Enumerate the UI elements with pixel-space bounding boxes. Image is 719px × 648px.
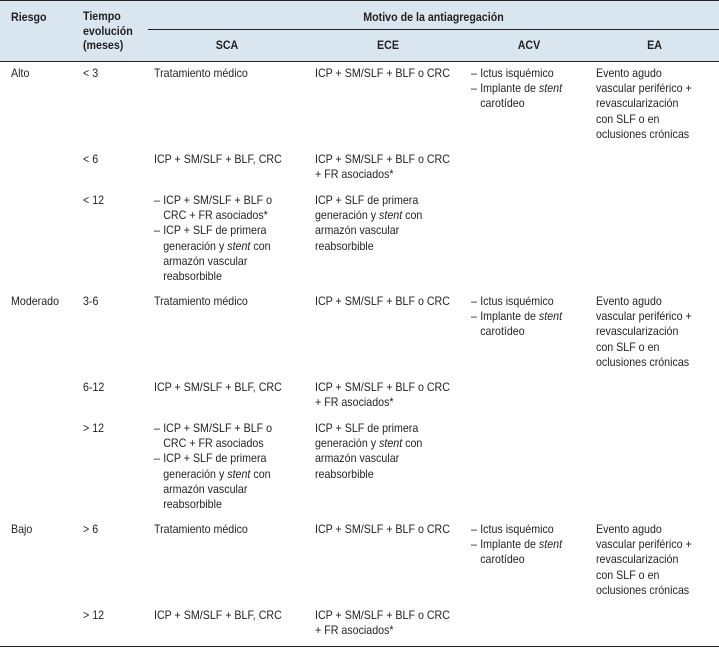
tiempo-cell: 3-6 (83, 295, 99, 308)
riesgo-cell: Bajo (11, 523, 33, 536)
acv-cell (471, 66, 562, 112)
sca-cell: ICP + SM/SLF + BLF, CRC (154, 609, 282, 622)
ea-cell: Evento agudo vascular periférico + revascularización con SLF o en oclusiones crónicas (596, 523, 692, 597)
list-item: – ICP + SLF de primera generación y stent con armazón vascular reabsorbible (154, 223, 272, 284)
riesgo-cell: Alto (11, 67, 30, 80)
tiempo-cell: > 12 (83, 422, 105, 435)
sca-cell: Tratamiento médico (154, 67, 248, 80)
list-item: – Implante de stent carotídeo (471, 309, 562, 339)
tiempo-cell: 6-12 (83, 381, 105, 394)
ece-cell: ICP + SM/SLF + BLF o CRC (315, 295, 450, 308)
list-item: – Ictus isquémico (471, 66, 562, 81)
list-item: – Ictus isquémico (471, 294, 562, 309)
list-item: – Implante de stent carotídeo (471, 81, 562, 111)
sca-cell (154, 193, 272, 284)
tiempo-cell: > 6 (83, 523, 99, 536)
sca-cell: Tratamiento médico (154, 295, 248, 308)
header-riesgo: Riesgo (11, 11, 47, 24)
acv-cell (471, 294, 562, 340)
ece-cell: ICP + SM/SLF + BLF o CRC (315, 67, 450, 80)
list-item: – ICP + SM/SLF + BLF o CRC + FR asociados (154, 421, 272, 451)
list-item: – ICP + SM/SLF + BLF o CRC + FR asociados* (154, 193, 272, 223)
tiempo-cell: < 12 (83, 194, 105, 207)
header-col-ece: ECE (377, 39, 399, 52)
ece-cell: ICP + SLF de primera generación y stent con armazón vascular reabsorbible (315, 194, 423, 253)
sca-cell: ICP + SM/SLF + BLF, CRC (154, 381, 282, 394)
list-item: – Ictus isquémico (471, 522, 562, 537)
acv-cell (471, 522, 562, 568)
list-item: – Implante de stent carotídeo (471, 537, 562, 567)
riesgo-cell: Moderado (11, 295, 60, 308)
header-bottom-rule (0, 61, 719, 62)
tiempo-cell: < 3 (83, 67, 99, 80)
sca-cell: ICP + SM/SLF + BLF, CRC (154, 153, 282, 166)
ea-cell: Evento agudo vascular periférico + revascularización con SLF o en oclusiones crónicas (596, 295, 692, 369)
ece-cell: ICP + SM/SLF + BLF o CRC + FR asociados* (315, 381, 450, 410)
header-col-ea: EA (647, 39, 662, 52)
table-bottom-rule (0, 646, 719, 647)
ea-cell: Evento agudo vascular periférico + revascularización con SLF o en oclusiones crónicas (596, 67, 692, 141)
ece-cell: ICP + SM/SLF + BLF o CRC + FR asociados* (315, 609, 450, 638)
sca-cell: Tratamiento médico (154, 523, 248, 536)
list-item: – ICP + SLF de primera generación y stent con armazón vascular reabsorbible (154, 451, 272, 512)
ece-cell: ICP + SM/SLF + BLF o CRC (315, 523, 450, 536)
tiempo-cell: < 6 (83, 153, 99, 166)
header-motivo: Motivo de la antiagregación (363, 11, 504, 24)
motivo-rule (148, 29, 719, 30)
ece-cell: ICP + SM/SLF + BLF o CRC + FR asociados* (315, 153, 450, 182)
header-col-acv: ACV (517, 39, 541, 52)
table-top-rule (0, 0, 719, 1)
header-col-sca: SCA (215, 39, 239, 52)
tiempo-cell: > 12 (83, 609, 105, 622)
header-tiempo: Tiempo evolución (meses) (83, 10, 133, 53)
ece-cell: ICP + SLF de primera generación y stent con armazón vascular reabsorbible (315, 422, 423, 481)
sca-cell (154, 421, 272, 512)
